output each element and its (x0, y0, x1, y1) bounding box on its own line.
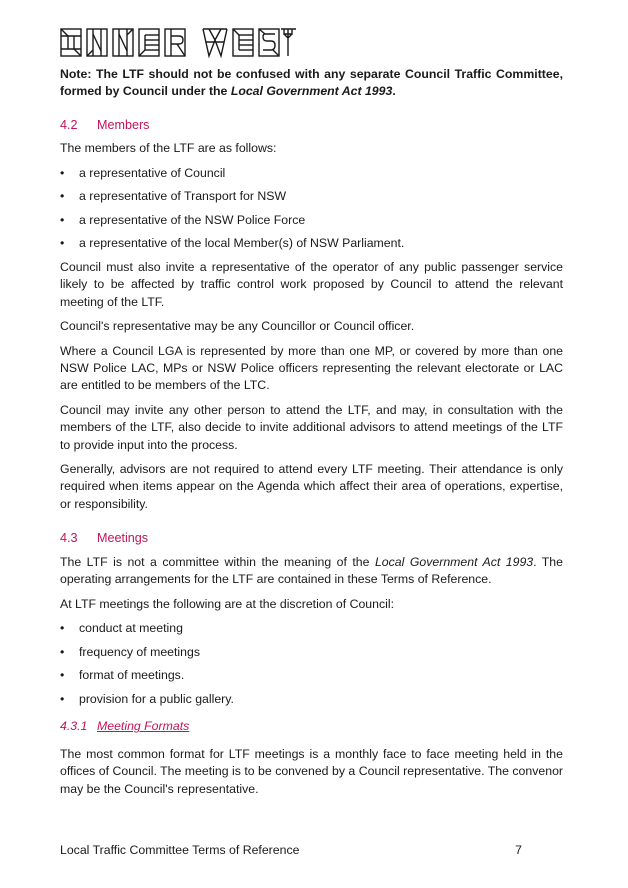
section-title: Meetings (97, 531, 149, 546)
meetings-intro: At LTF meetings the following are at the discretion of Council: (60, 596, 395, 611)
page-body (60, 66, 563, 805)
list-item: • a representative of Council (60, 165, 226, 180)
section-4-2-heading (60, 117, 563, 134)
page-footer (60, 843, 530, 857)
page-number: 7 (515, 843, 522, 857)
list-item: • format of meetings. (60, 668, 185, 683)
list-item: • a representative of the NSW Police Force (60, 212, 306, 227)
note-paragraph: Note: The LTF should not be confused with any separate Council Traffic Committee, formed by Council under the Local Government Act 1993. (60, 67, 563, 99)
footer-title: Local Traffic Committee Terms of Reference (60, 843, 300, 857)
inner-west-logo-icon (60, 28, 296, 63)
list-item: • a representative of the local Member(s) of NSW Parliament. (60, 236, 405, 251)
paragraph: Council's representative may be any Councillor or Council officer. (60, 319, 415, 334)
list-item: • frequency of meetings (60, 644, 200, 659)
paragraph: Where a Council LGA is represented by more than one MP, or covered by more than one NSW Police LAC, MPs or NSW Police officers representing the relevant electorate or LAC are entitled to be members of the LTC. (60, 343, 563, 393)
paragraph: The LTF is not a committee within the meaning of the Local Government Act 1993. The operating arrangements for the LTF are contained in these Terms of Reference. (60, 554, 563, 587)
section-number: 4.3.1 (60, 719, 88, 734)
meetings-list (60, 620, 563, 708)
list-item: • provision for a public gallery. (60, 691, 234, 706)
section-number: 4.2 (60, 117, 78, 132)
paragraph: The most common format for LTF meetings is a monthly face to face meeting held in the offices of Council. The meeting is to be convened by a Council representative. The convenor may be the Council's representative. (60, 746, 563, 796)
list-item: • a representative of Transport for NSW (60, 189, 287, 204)
members-intro: The members of the LTF are as follows: (60, 141, 277, 156)
paragraph: Council may invite any other person to attend the LTF, and may, in consultation with the members of the LTF, also decide to invite additional advisors to attend meetings of the LTF to provide input into the process. (60, 402, 563, 452)
section-title: Members (97, 117, 150, 132)
section-number: 4.3 (60, 531, 78, 546)
section-4-3-heading (60, 530, 563, 547)
section-4-3-1-heading (60, 718, 563, 735)
members-list (60, 165, 563, 253)
paragraph: Council must also invite a representative of the operator of any public passenger service likely to be affected by traffic control work proposed by Council to attend the relevant meeting of the LTF. (60, 260, 563, 309)
section-title: Meeting Formats (97, 719, 190, 734)
list-item: • conduct at meeting (60, 620, 183, 635)
paragraph: Generally, advisors are not required to attend every LTF meeting. Their attendance is only required when items appear on the Agenda which affect their area of operations, expertise, or responsibility. (60, 462, 563, 511)
